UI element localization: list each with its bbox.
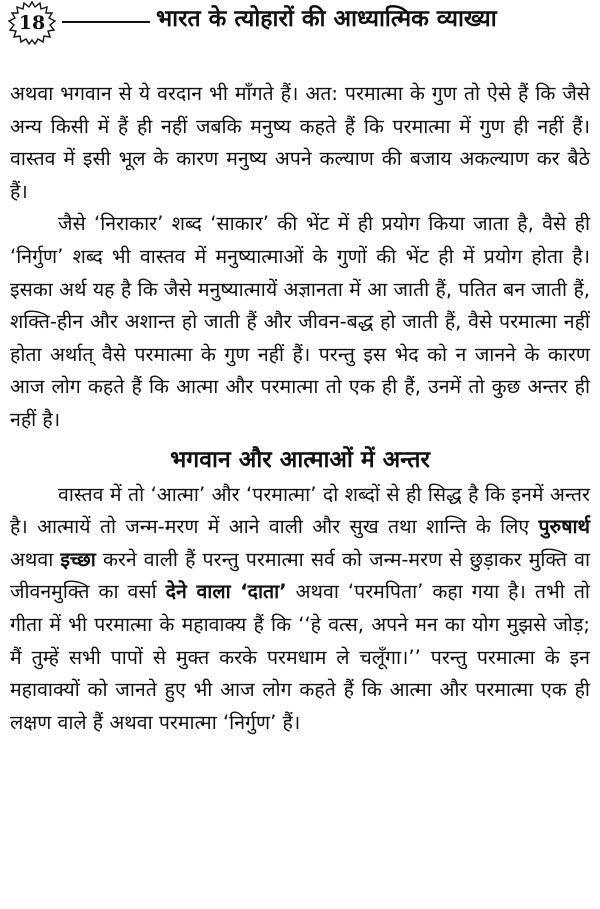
page-number-badge (8, 1, 56, 49)
page-number: 18 (18, 12, 46, 34)
paragraph: जैसे ‘निराकार’ शब्द ‘साकार’ की भेंट में ही प्रयोग किया जाता है, वैसे ही ‘निर्गुण’ शब्द भी वास्तव में मनुष्यात्माओं के गुणों की भेंट ही में प्रयोग होता है। इसका अर्थ यह है कि जैसे मनुष्यात्मायें अज्ञानता में आ जाती हैं, पतित बन जाती हैं, शक्ति-हीन और अशान्त हो जाती हैं और जीवन-बद्ध हो जाती हैं, वैसे परमात्मा नहीं होता अर्थात् वैसे परमात्मा के गुण नहीं हैं। परन्तु इस भेद को न जानने के कारण आज लोग कहते हैं कि आत्मा और परमात्मा तो एक ही हैं, उनमें तो कुछ अन्तर ही नहीं है। (10, 212, 590, 431)
bold-term: पुरुषार्थ (538, 515, 590, 539)
header-rule (62, 21, 150, 23)
section-paragraph (10, 479, 590, 740)
paragraph: अथवा भगवान से ये वरदान भी माँगते हैं। अत: परमात्मा के गुण तो ऐसे हैं कि जैसे अन्य किसी में हैं ही नहीं जबकि मनुष्य कहते हैं कि परमात्मा में गुण ही नहीं हैं। वास्तव में इसी भूल के कारण मनुष्य अपने कल्याण की बजाय अकल्याण कर बैठे हैं। (10, 82, 590, 203)
text-run: अथवा ‘परमपिता’ कहा गया है। तभी तो गीता में भी परमात्मा के महावाक्य हैं कि ‘‘हे वत्स, अपने मन का योग मुझसे जोड़; मैं तुम्हें सभी पापों से मुक्त करके परमधाम ले चलूँगा।’’ परन्तु परमात्मा के इन महावाक्यों को जानते हुए भी आज लोग कहते हैं कि आत्मा और परमात्मा एक ही लक्षण वाले हैं अथवा परमात्मा ‘निर्गुण’ हैं। (10, 580, 590, 734)
text-run: अथवा (10, 547, 61, 571)
text-run: वास्तव में तो ‘आत्मा’ और ‘परमात्मा’ दो शब्दों से ही सिद्ध है कि इनमें अन्तर है। आत्मायें तो जन्म-मरण में आने वाली और सुख तथा शान्ति के लिए (10, 482, 590, 539)
text-run: करने वाली हैं परन्तु परमात्मा सर्व को जन्म-मरण से छुड़ाकर मुक्ति वा जीवनमुक्ति का वर्सा (10, 547, 591, 604)
bold-term: इच्छा (60, 547, 96, 571)
running-title: भारत के त्योहारों की आध्यात्मिक व्याख्या (156, 6, 497, 32)
section-heading: भगवान और आत्माओं में अन्तर (170, 446, 430, 473)
body-text (10, 78, 590, 739)
page-header (0, 0, 600, 40)
bold-term: देने वाला ‘दाता’ (165, 580, 287, 604)
